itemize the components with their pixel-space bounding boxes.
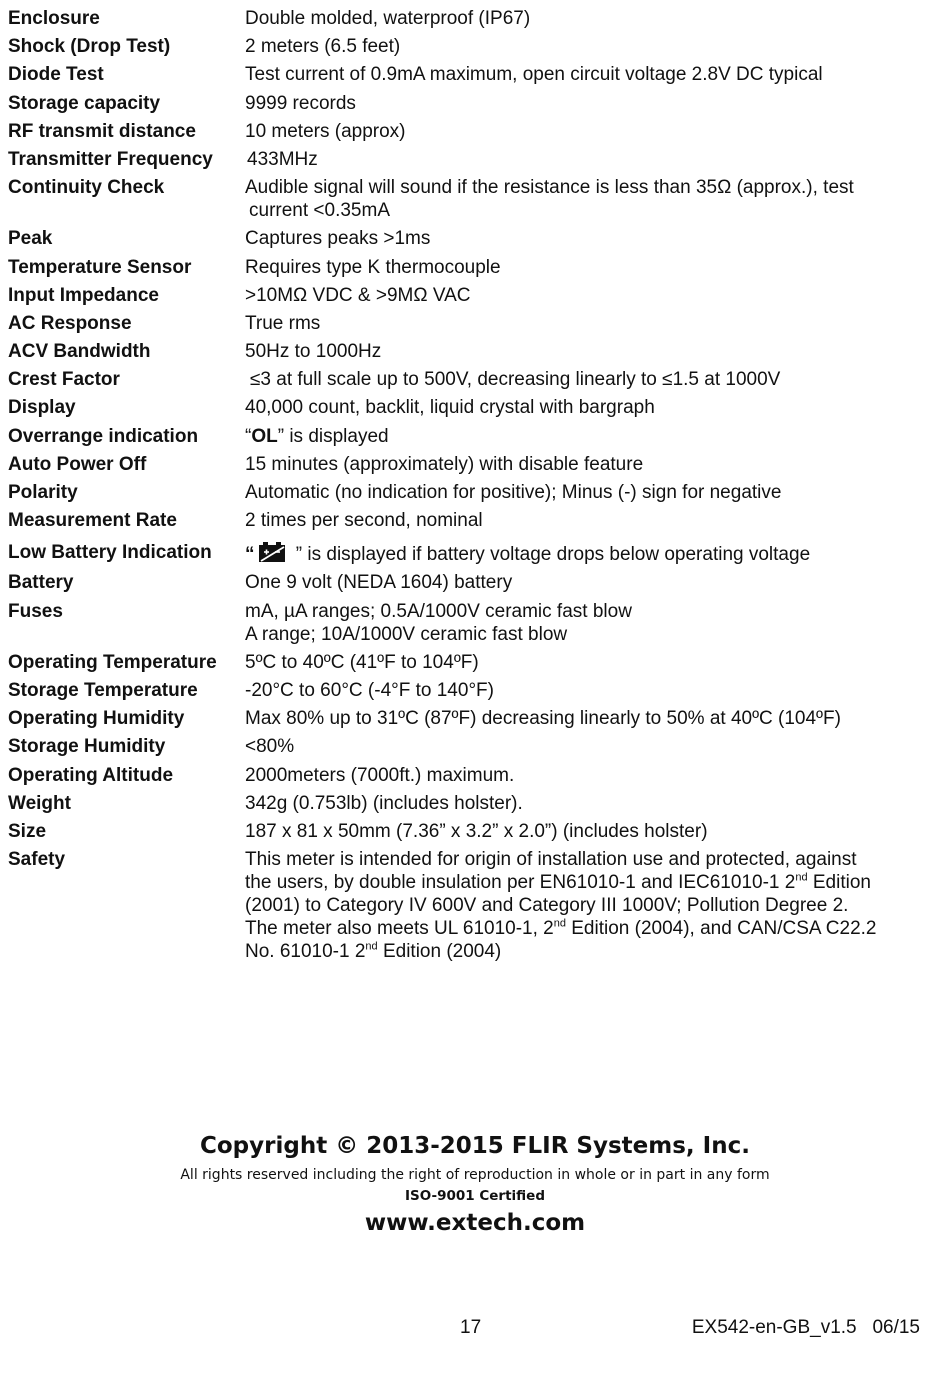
spec-value: 187 x 81 x 50mm (7.36” x 3.2” x 2.0”) (includes holster): [245, 820, 708, 842]
spec-value: <80%: [245, 736, 295, 758]
spec-label: Crest Factor: [8, 369, 120, 391]
ordinal-suffix: nd: [553, 917, 566, 930]
spec-value-line: current <0.35mA: [249, 200, 390, 222]
spec-label: Enclosure: [8, 8, 100, 29]
spec-label: Storage Temperature: [8, 679, 198, 701]
spec-label: Input Impedance: [8, 284, 159, 306]
quote-open: “: [245, 425, 252, 447]
text-run: No. 61010-1 2: [245, 941, 366, 963]
spec-row-crest-factor: [8, 368, 928, 391]
spec-value: Max 80% up to 31ºC (87ºF) decreasing linearly to 50% at 40ºC (104ºF): [245, 708, 841, 730]
spec-row-storage-capacity: [8, 92, 928, 115]
spec-value: 433MHz: [247, 148, 318, 170]
spec-label: Storage capacity: [8, 92, 161, 114]
spec-value: 50Hz to 1000Hz: [245, 341, 382, 363]
spec-value: [245, 176, 928, 222]
spec-value: Captures peaks >1ms: [245, 228, 431, 250]
ordinal-suffix: nd: [365, 940, 378, 953]
spec-row-temperature-sensor: [8, 256, 928, 279]
spec-row-continuity-check: [8, 176, 928, 222]
spec-label: Auto Power Off: [8, 453, 147, 475]
copyright-notice: Copyright © 2013-2015 FLIR Systems, Inc.: [200, 1133, 750, 1159]
spec-row-storage-humidity: [8, 735, 928, 758]
spec-value: [245, 600, 928, 646]
spec-label: Size: [8, 820, 47, 842]
spec-label: Weight: [8, 792, 71, 814]
quote-open: “: [245, 544, 255, 566]
spec-value: >10MΩ VDC & >9MΩ VAC: [245, 284, 471, 306]
spec-label: Shock (Drop Test): [8, 36, 171, 58]
overrange-symbol: OL: [251, 425, 278, 447]
website-link[interactable]: www.extech.com: [364, 1210, 586, 1236]
spec-label: Battery: [8, 572, 74, 594]
spec-value: 2 times per second, nominal: [245, 510, 483, 532]
low-battery-icon: [258, 541, 288, 563]
spec-value: Automatic (no indication for positive); Minus (-) sign for negative: [245, 482, 782, 503]
spec-row-input-impedance: [8, 284, 928, 307]
text-run: Edition: [807, 872, 871, 894]
spec-value-line: [245, 917, 928, 940]
spec-row-rf-distance: [8, 120, 928, 143]
spec-row-transmitter-frequency: [8, 148, 928, 171]
spec-row-display: [8, 396, 928, 419]
text-run: Edition (2004): [377, 941, 502, 963]
spec-label: Operating Altitude: [8, 764, 174, 786]
spec-row-overrange: [8, 425, 928, 448]
spec-value: 342g (0.753lb) (includes holster).: [245, 792, 523, 814]
spec-label: Operating Humidity: [8, 708, 185, 730]
spec-row-safety: [8, 848, 928, 963]
spec-row-storage-temperature: [8, 679, 928, 702]
spec-value: True rms: [245, 312, 321, 334]
spec-row-operating-temperature: [8, 651, 928, 674]
rights-statement: All rights reserved including the right of reproduction in whole or in part in any form: [180, 1167, 770, 1183]
spec-value: Test current of 0.9mA maximum, open circuit voltage 2.8V DC typical: [245, 64, 823, 86]
spec-value: 10 meters (approx): [245, 120, 406, 142]
spec-row-shock: [8, 35, 928, 58]
spec-value: 2 meters (6.5 feet): [245, 36, 401, 58]
spec-value: 40,000 count, backlit, liquid crystal with bargraph: [245, 397, 655, 419]
spec-value-line: A range; 10A/1000V ceramic fast blow: [245, 623, 568, 645]
spec-row-polarity: [8, 481, 928, 504]
spec-value: [245, 848, 928, 963]
spec-value-line: [245, 871, 928, 894]
spec-label: Storage Humidity: [8, 736, 166, 758]
spec-value: Double molded, waterproof (IP67): [245, 8, 531, 29]
text-run: The meter also meets UL 61010-1, 2: [245, 918, 554, 940]
spec-value-line: Audible signal will sound if the resistance is less than 35Ω (approx.), test: [245, 177, 854, 199]
spec-label: Continuity Check: [8, 177, 165, 199]
spec-row-auto-power-off: [8, 453, 928, 476]
spec-row-size: [8, 820, 928, 843]
spec-value: 2000meters (7000ft.) maximum.: [245, 764, 515, 786]
document-id: EX542-en-GB_v1.5 06/15: [691, 1317, 920, 1338]
text-run: the users, by double insulation per EN61010-1 and IEC61010-1 2: [245, 872, 796, 894]
spec-value: Requires type K thermocouple: [245, 256, 501, 278]
spec-value-line: (2001) to Category IV 600V and Category III 1000V; Pollution Degree 2.: [245, 895, 849, 917]
spec-value: [245, 425, 928, 448]
spec-row-acv-bandwidth: [8, 340, 928, 363]
spec-label: Peak: [8, 228, 53, 250]
spec-label: Transmitter Frequency: [8, 148, 213, 170]
text-run: Edition (2004), and CAN/CSA C22.2: [565, 918, 877, 940]
spec-label: Display: [8, 397, 76, 419]
spec-row-operating-humidity: [8, 707, 928, 730]
spec-row-diode-test: [8, 63, 928, 86]
spec-value-line: [245, 940, 928, 963]
low-battery-text: ” is displayed if battery voltage drops below operating voltage: [290, 544, 811, 566]
spec-label: Low Battery Indication: [8, 542, 212, 564]
spec-row-peak: [8, 227, 928, 250]
spec-label: RF transmit distance: [8, 120, 196, 142]
spec-row-operating-altitude: [8, 764, 928, 787]
spec-value-line: mA, µA ranges; 0.5A/1000V ceramic fast blow: [245, 600, 632, 622]
spec-row-fuses: [8, 600, 928, 646]
spec-value: 15 minutes (approximately) with disable feature: [245, 453, 644, 475]
spec-table: [8, 7, 928, 968]
spec-value: [245, 541, 928, 566]
spec-row-battery: [8, 571, 928, 594]
spec-row-ac-response: [8, 312, 928, 335]
overrange-text: ” is displayed: [277, 425, 389, 447]
spec-value: -20°C to 60°C (-4°F to 140°F): [245, 679, 494, 701]
spec-value: ≤3 at full scale up to 500V, decreasing linearly to ≤1.5 at 1000V: [250, 369, 781, 391]
spec-label: AC Response: [8, 312, 132, 334]
spec-label: Measurement Rate: [8, 510, 177, 532]
spec-row-low-battery: [8, 541, 928, 566]
spec-label: Operating Temperature: [8, 651, 217, 673]
iso-certification: ISO-9001 Certified: [405, 1188, 545, 1204]
spec-label: Temperature Sensor: [8, 256, 192, 278]
spec-row-weight: [8, 792, 928, 815]
spec-row-measurement-rate: [8, 509, 928, 532]
spec-row-enclosure: [8, 7, 928, 30]
spec-label: Fuses: [8, 600, 63, 622]
spec-label: Safety: [8, 849, 66, 871]
spec-value-line: This meter is intended for origin of installation use and protected, against: [245, 849, 857, 871]
spec-label: Overrange indication: [8, 425, 199, 447]
spec-value: 9999 records: [245, 92, 356, 114]
spec-label: ACV Bandwidth: [8, 341, 151, 363]
spec-value: 5ºC to 40ºC (41ºF to 104ºF): [245, 651, 479, 673]
spec-label: Polarity: [8, 482, 78, 503]
spec-label: Diode Test: [8, 64, 104, 86]
ordinal-suffix: nd: [795, 871, 808, 884]
page-number: 17: [460, 1317, 482, 1338]
spec-value: One 9 volt (NEDA 1604) battery: [245, 572, 513, 594]
